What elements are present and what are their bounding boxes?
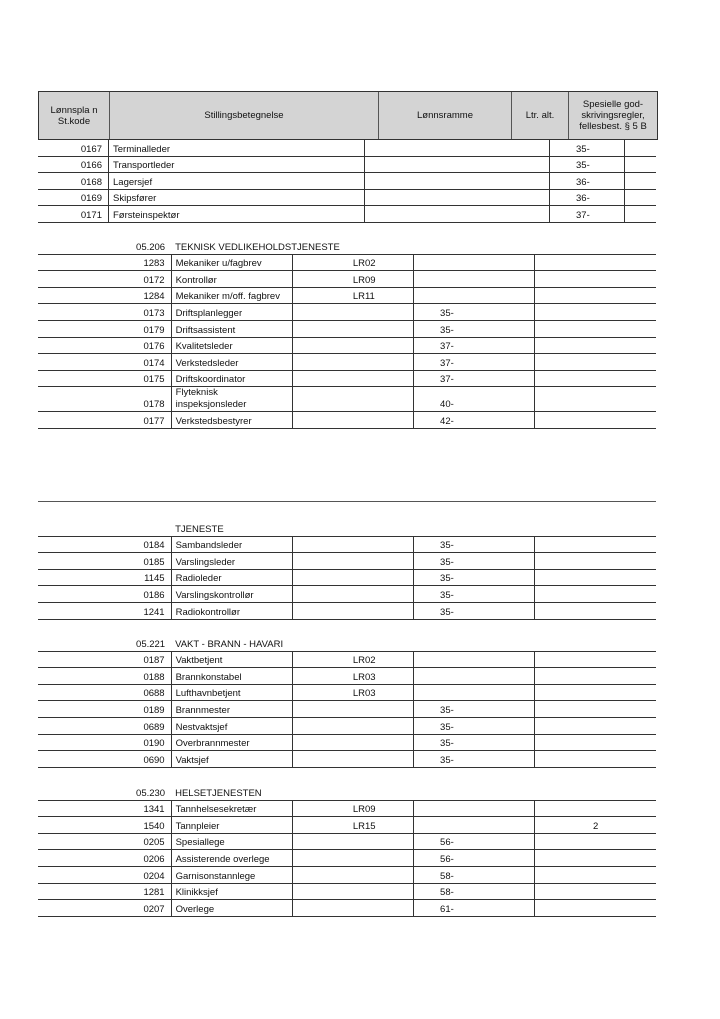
salary-frame — [365, 173, 550, 190]
position-code: 1540 — [38, 817, 171, 834]
position-title: Flyteknisk inspeksjonsleder — [171, 387, 292, 412]
position-title: Verkstedsbestyrer — [171, 412, 292, 429]
section-title: VAKT - BRANN - HAVARI — [171, 635, 656, 651]
position-code: 0168 — [38, 173, 109, 190]
position-title: Vaktbetjent — [171, 651, 292, 668]
ltr-alt — [414, 668, 535, 685]
salary-frame — [365, 189, 550, 206]
salary-frame — [292, 717, 413, 734]
position-code: 0169 — [38, 189, 109, 206]
ltr-alt: 56- — [414, 833, 535, 850]
salary-frame — [292, 586, 413, 603]
position-title: Varslingskontrollør — [171, 586, 292, 603]
ltr-alt: 37- — [414, 370, 535, 387]
special-rules — [535, 320, 656, 337]
special-rules — [535, 734, 656, 751]
special-rules — [535, 337, 656, 354]
position-title: Varslingsleder — [171, 553, 292, 570]
special-rules — [535, 304, 656, 321]
special-rules — [535, 684, 656, 701]
special-rules — [535, 602, 656, 619]
position-code: 1145 — [38, 569, 171, 586]
salary-frame: LR03 — [292, 684, 413, 701]
header-stillingsbetegnelse: Stillingsbetegnelse — [110, 92, 379, 139]
ltr-alt: 42- — [414, 412, 535, 429]
ltr-alt: 35- — [414, 304, 535, 321]
table-row — [38, 387, 656, 412]
table-row — [38, 751, 656, 768]
position-code: 1281 — [38, 883, 171, 900]
ltr-alt: 35- — [550, 140, 625, 157]
position-code: 1284 — [38, 287, 171, 304]
special-rules — [535, 651, 656, 668]
table-row — [38, 189, 656, 206]
table-block-5 — [38, 784, 656, 917]
position-code: 0184 — [38, 536, 171, 553]
position-title: Transportleder — [109, 156, 365, 173]
position-code: 0205 — [38, 833, 171, 850]
section-title: HELSETJENESTEN — [171, 784, 656, 800]
ltr-alt: 61- — [414, 900, 535, 917]
special-rules — [535, 800, 656, 817]
table-row — [38, 850, 656, 867]
position-title: Spesiallege — [171, 833, 292, 850]
position-code: 0188 — [38, 668, 171, 685]
position-title: Tannhelsesekretær — [171, 800, 292, 817]
salary-frame — [292, 320, 413, 337]
table-row — [38, 156, 656, 173]
ltr-alt: 37- — [414, 337, 535, 354]
position-code: 0186 — [38, 586, 171, 603]
ltr-alt: 35- — [414, 569, 535, 586]
table-row — [38, 586, 656, 603]
special-rules — [535, 536, 656, 553]
salary-frame — [292, 850, 413, 867]
salary-frame — [292, 337, 413, 354]
position-code: 0204 — [38, 866, 171, 883]
position-code: 0690 — [38, 751, 171, 768]
special-rules — [535, 850, 656, 867]
ltr-alt — [414, 684, 535, 701]
position-title: Driftsassistent — [171, 320, 292, 337]
salary-frame: LR11 — [292, 287, 413, 304]
position-code: 0189 — [38, 701, 171, 718]
table-row — [38, 717, 656, 734]
position-code: 0167 — [38, 140, 109, 157]
ltr-alt: 58- — [414, 883, 535, 900]
table-row — [38, 651, 656, 668]
special-rules — [535, 751, 656, 768]
special-rules — [535, 354, 656, 371]
special-rules — [535, 287, 656, 304]
position-code: 0187 — [38, 651, 171, 668]
ltr-alt — [414, 271, 535, 288]
salary-frame — [365, 156, 550, 173]
position-title: Brannmester — [171, 701, 292, 718]
table-row — [38, 254, 656, 271]
salary-frame — [292, 734, 413, 751]
table-row — [38, 883, 656, 900]
ltr-alt — [414, 800, 535, 817]
table-row — [38, 320, 656, 337]
position-code: 0176 — [38, 337, 171, 354]
table-block-2 — [38, 238, 656, 429]
table-row — [38, 173, 656, 190]
section-code — [38, 520, 171, 536]
table-row — [38, 701, 656, 718]
position-title: Driftsplanlegger — [171, 304, 292, 321]
header-lonnsplan-stkode: Lønnspla n St.kode — [39, 92, 110, 139]
special-rules — [535, 271, 656, 288]
position-title: Lufthavnbetjent — [171, 684, 292, 701]
position-title: Overlege — [171, 900, 292, 917]
salary-frame — [292, 553, 413, 570]
position-code: 0166 — [38, 156, 109, 173]
salary-frame: LR02 — [292, 254, 413, 271]
ltr-alt: 35- — [414, 717, 535, 734]
salary-frame — [292, 602, 413, 619]
position-title: Overbrannmester — [171, 734, 292, 751]
ltr-alt: 35- — [414, 586, 535, 603]
ltr-alt: 37- — [414, 354, 535, 371]
special-rules — [535, 668, 656, 685]
salary-frame: LR03 — [292, 668, 413, 685]
table-header — [38, 91, 658, 140]
salary-frame — [292, 536, 413, 553]
ltr-alt: 35- — [414, 734, 535, 751]
special-rules: 2 — [535, 817, 656, 834]
position-code: 0177 — [38, 412, 171, 429]
salary-frame — [292, 866, 413, 883]
section-code: 05.230 — [38, 784, 171, 800]
salary-frame — [292, 387, 413, 412]
table-row — [38, 569, 656, 586]
special-rules — [535, 412, 656, 429]
position-title: Verkstedsleder — [171, 354, 292, 371]
position-code: 0175 — [38, 370, 171, 387]
salary-frame — [292, 883, 413, 900]
position-title: Lagersjef — [109, 173, 365, 190]
section-title: TEKNISK VEDLIKEHOLDSTJENESTE — [171, 238, 656, 254]
table-row — [38, 354, 656, 371]
ltr-alt: 35- — [414, 553, 535, 570]
page-divider — [38, 501, 656, 502]
table-block-3 — [38, 520, 656, 620]
position-title: Mekaniker m/off. fagbrev — [171, 287, 292, 304]
table-row — [38, 817, 656, 834]
ltr-alt: 35- — [550, 156, 625, 173]
special-rules — [535, 254, 656, 271]
ltr-alt: 40- — [414, 387, 535, 412]
salary-frame — [292, 304, 413, 321]
special-rules — [535, 866, 656, 883]
salary-frame — [292, 370, 413, 387]
position-code: 0179 — [38, 320, 171, 337]
salary-frame — [292, 833, 413, 850]
salary-frame — [292, 701, 413, 718]
position-title: Kvalitetsleder — [171, 337, 292, 354]
ltr-alt: 36- — [550, 189, 625, 206]
ltr-alt — [414, 287, 535, 304]
position-title: Sambandsleder — [171, 536, 292, 553]
table-row — [38, 900, 656, 917]
position-code: 0207 — [38, 900, 171, 917]
table-row — [38, 271, 656, 288]
salary-frame: LR09 — [292, 800, 413, 817]
salary-frame — [365, 140, 550, 157]
special-rules — [535, 883, 656, 900]
header-spesielle-regler: Spesielle god- skrivingsregler, fellesbest. § 5 B — [579, 99, 647, 132]
position-title: Skipsfører — [109, 189, 365, 206]
table-row — [38, 602, 656, 619]
table-row — [38, 684, 656, 701]
ltr-alt — [414, 817, 535, 834]
position-title: Førsteinspektør — [109, 206, 365, 223]
salary-frame — [365, 206, 550, 223]
ltr-alt: 36- — [550, 173, 625, 190]
position-title: Kontrollør — [171, 271, 292, 288]
special-rules — [535, 586, 656, 603]
salary-frame — [292, 569, 413, 586]
table-row — [38, 287, 656, 304]
position-title: Brannkonstabel — [171, 668, 292, 685]
salary-frame: LR15 — [292, 817, 413, 834]
table-row — [38, 800, 656, 817]
section-heading-row — [38, 784, 656, 800]
ltr-alt: 35- — [414, 751, 535, 768]
special-rules — [535, 370, 656, 387]
section-code: 05.221 — [38, 635, 171, 651]
position-code: 1283 — [38, 254, 171, 271]
table-row — [38, 866, 656, 883]
special-rules — [625, 189, 657, 206]
special-rules — [625, 173, 657, 190]
position-title: Nestvaktsjef — [171, 717, 292, 734]
position-code: 0172 — [38, 271, 171, 288]
table-block-1 — [38, 139, 656, 223]
ltr-alt: 58- — [414, 866, 535, 883]
salary-frame — [292, 900, 413, 917]
special-rules — [535, 701, 656, 718]
section-heading-row — [38, 520, 656, 536]
salary-frame — [292, 354, 413, 371]
position-code: 0206 — [38, 850, 171, 867]
table-row — [38, 412, 656, 429]
special-rules — [625, 156, 657, 173]
special-rules — [625, 206, 657, 223]
position-title: Radiokontrollør — [171, 602, 292, 619]
ltr-alt — [414, 254, 535, 271]
special-rules — [535, 900, 656, 917]
position-code: 1241 — [38, 602, 171, 619]
position-code: 0689 — [38, 717, 171, 734]
table-row — [38, 833, 656, 850]
table-row — [38, 140, 656, 157]
salary-frame: LR02 — [292, 651, 413, 668]
special-rules — [535, 833, 656, 850]
position-title: Vaktsjef — [171, 751, 292, 768]
salary-frame: LR09 — [292, 271, 413, 288]
ltr-alt: 35- — [414, 320, 535, 337]
special-rules — [535, 717, 656, 734]
position-title: Mekaniker u/fagbrev — [171, 254, 292, 271]
ltr-alt: 35- — [414, 701, 535, 718]
ltr-alt: 35- — [414, 536, 535, 553]
position-title: Terminalleder — [109, 140, 365, 157]
salary-frame — [292, 412, 413, 429]
table-row — [38, 206, 656, 223]
special-rules — [625, 140, 657, 157]
position-title: Assisterende overlege — [171, 850, 292, 867]
position-title: Driftskoordinator — [171, 370, 292, 387]
ltr-alt — [414, 651, 535, 668]
section-code: 05.206 — [38, 238, 171, 254]
position-title: Garnisonstannlege — [171, 866, 292, 883]
table-row — [38, 536, 656, 553]
special-rules — [535, 553, 656, 570]
table-row — [38, 668, 656, 685]
position-code: 1341 — [38, 800, 171, 817]
special-rules — [535, 387, 656, 412]
table-row — [38, 553, 656, 570]
position-title: Tannpleier — [171, 817, 292, 834]
position-title: Klinikksjef — [171, 883, 292, 900]
position-code: 0173 — [38, 304, 171, 321]
ltr-alt: 37- — [550, 206, 625, 223]
position-code: 0190 — [38, 734, 171, 751]
position-code: 0185 — [38, 553, 171, 570]
table-row — [38, 370, 656, 387]
ltr-alt: 35- — [414, 602, 535, 619]
ltr-alt: 56- — [414, 850, 535, 867]
position-code: 0688 — [38, 684, 171, 701]
table-row — [38, 337, 656, 354]
position-title: Radioleder — [171, 569, 292, 586]
position-code: 0174 — [38, 354, 171, 371]
table-block-4 — [38, 635, 656, 768]
section-heading-row — [38, 238, 656, 254]
header-lonnsramme: Lønnsramme — [379, 92, 512, 139]
position-code: 0171 — [38, 206, 109, 223]
position-code: 0178 — [38, 387, 171, 412]
table-row — [38, 734, 656, 751]
salary-frame — [292, 751, 413, 768]
header-ltr-alt: Ltr. alt. — [512, 92, 569, 139]
table-row — [38, 304, 656, 321]
section-heading-row — [38, 635, 656, 651]
special-rules — [535, 569, 656, 586]
section-title: TJENESTE — [171, 520, 656, 536]
